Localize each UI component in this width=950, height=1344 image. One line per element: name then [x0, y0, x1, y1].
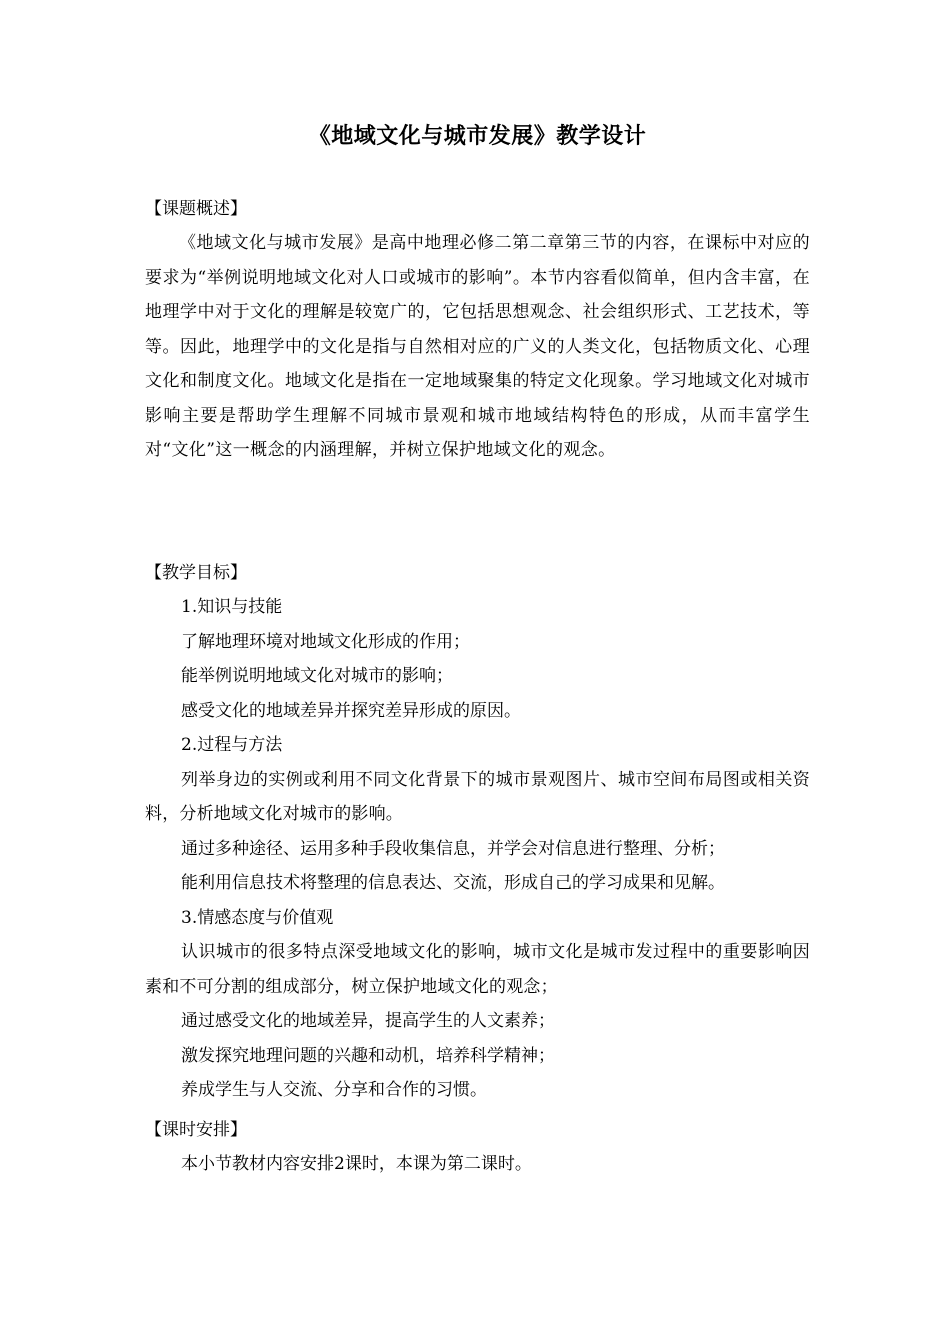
- document-title: 《地域文化与城市发展》教学设计: [308, 124, 647, 149]
- overview-paragraph: 《地域文化与城市发展》是高中地理必修二第二章第三节的内容，在课标中对应的要求为“举例说明地域文化对人口或城市的影响”。本节内容看似简单，但内含丰富，在地理学中对于文化的理解是较宽广的，它包括思想观念、社会组织形式、工艺技术，等等。因此，地理学中的文化是指与自然相对应的广义的人类文化，包括物质文化、心理文化和制度文化。地域文化是指在一定地域聚集的特定文化现象。学习地域文化对城市影响主要是帮助学生理解不同城市景观和城市地域结构特色的形成，从而丰富学生对“文化”这一概念的内涵理解，并树立保护地域文化的观念。: [145, 233, 810, 460]
- knowledge-item: 感受文化的地域差异并探究差异形成的原因。: [181, 700, 521, 721]
- knowledge-item: 了解地理环境对地域文化形成的作用；: [181, 631, 470, 652]
- values-subtitle: 3.情感态度与价值观: [181, 907, 334, 928]
- overview-heading: 【课题概述】: [145, 199, 247, 219]
- knowledge-subtitle: 1.知识与技能: [181, 597, 283, 617]
- values-item: 养成学生与人交流、分享和合作的习惯。: [181, 1080, 487, 1100]
- schedule-heading: 【课时安排】: [145, 1120, 247, 1140]
- overview-section: [145, 192, 810, 468]
- schedule-section: [145, 1113, 810, 1182]
- knowledge-item: 能举例说明地域文化对城市的影响；: [181, 666, 453, 686]
- process-subtitle: 2.过程与方法: [181, 735, 283, 755]
- process-item: 通过多种途径、运用多种手段收集信息，并学会对信息进行整理、分析；: [181, 838, 725, 859]
- values-item: 认识城市的很多特点深受地域文化的影响，城市文化是城市发过程中的重要影响因素和不可分割的组成部分，树立保护地域文化的观念；: [145, 942, 810, 997]
- values-item: 激发探究地理问题的兴趣和动机，培养科学精神；: [181, 1045, 555, 1066]
- objectives-section: [145, 556, 810, 1108]
- objectives-heading: 【教学目标】: [145, 563, 247, 583]
- process-item: 列举身边的实例或利用不同文化背景下的城市景观图片、城市空间布局图或相关资料，分析地域文化对城市的影响。: [145, 769, 810, 824]
- schedule-paragraph: 本小节教材内容安排2课时，本课为第二课时。: [181, 1154, 532, 1174]
- process-item: 能利用信息技术将整理的信息表达、交流，形成自己的学习成果和见解。: [181, 873, 725, 893]
- values-item: 通过感受文化的地域差异，提高学生的人文素养；: [181, 1011, 555, 1031]
